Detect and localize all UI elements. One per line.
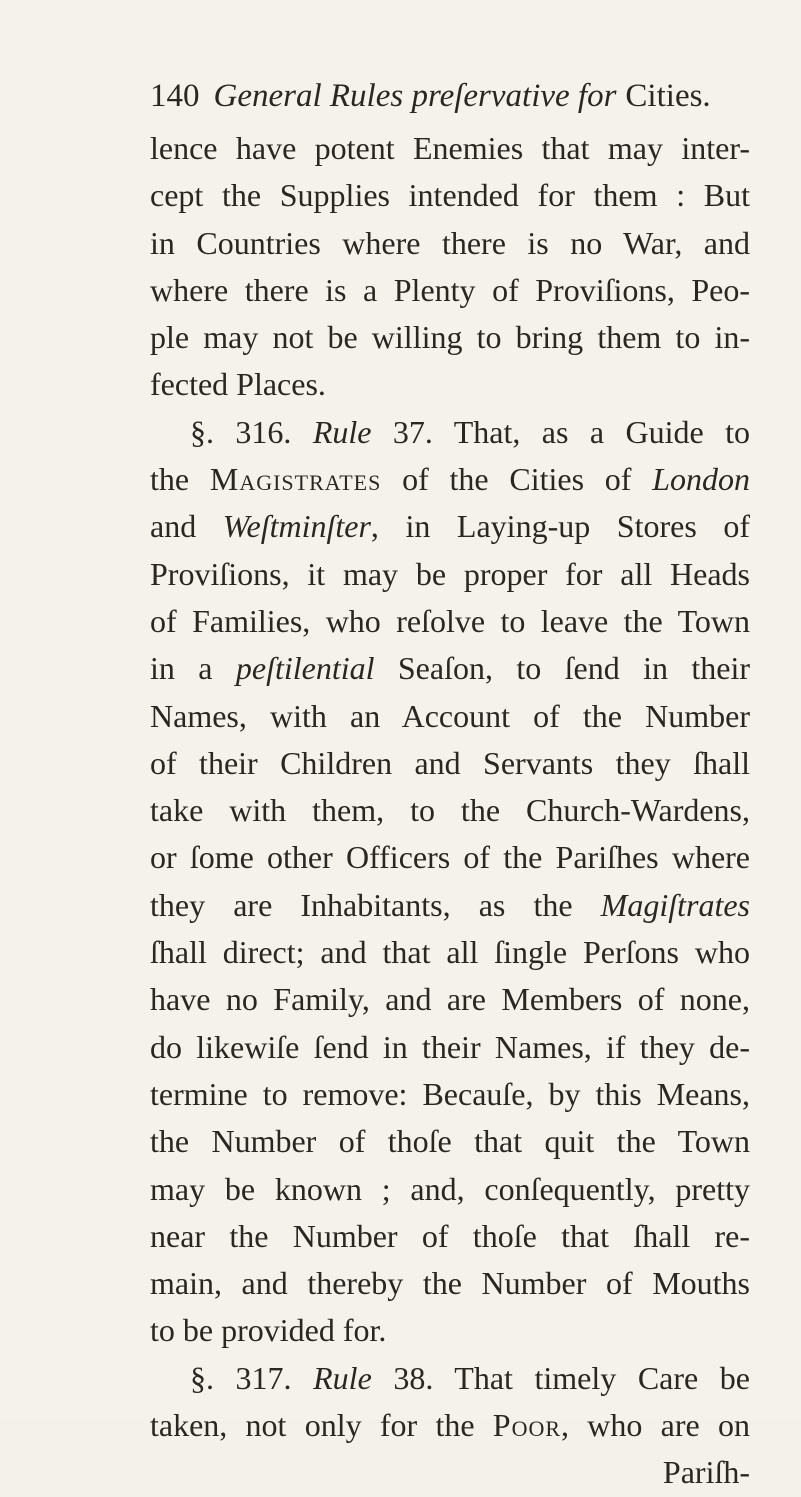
text-line [150, 456, 750, 503]
text-line: may be known ; and, conſequently, pretty [150, 1170, 750, 1207]
magistrates-smallcaps: Magistrates [209, 461, 382, 498]
text-line [150, 645, 750, 692]
text-line [150, 503, 750, 550]
pestilential-italic: peſtilential [235, 650, 375, 687]
text-line-rule-37 [150, 409, 750, 456]
text-line: near the Number of thoſe that ſhall re- [150, 1217, 750, 1254]
text-line: Proviſions, it may be proper for all Heads [150, 555, 750, 592]
text-line: where there is a Plenty of Proviſions, Peo- [150, 271, 750, 308]
text-line: main, and thereby the Number of Mouths [150, 1265, 750, 1302]
text-line: ſhall direct; and that all ſingle Perſons who [150, 934, 750, 971]
line-text: , in Laying-up Stores of [370, 508, 750, 545]
text-line: lence have potent Enemies that may inter- [150, 130, 750, 166]
line-text: 38. That timely Care be [371, 1359, 751, 1396]
text-line-rule-38 [150, 1355, 750, 1402]
page-number: 140 [150, 78, 200, 114]
line-text: the [150, 461, 210, 498]
london-italic: London [652, 461, 751, 498]
text-line [150, 1402, 750, 1449]
running-header [150, 68, 750, 124]
line-text: of the Cities of [381, 461, 653, 498]
text-line: do likewiſe ſend in their Names, if they de- [150, 1028, 750, 1065]
line-text: , who are on [561, 1407, 751, 1444]
line-text: taken, not only for the [150, 1407, 493, 1444]
text-line: ple may not be willing to bring them to in- [150, 319, 750, 356]
running-title: General Rules preſervative for [213, 78, 617, 114]
poor-smallcaps: Poor [492, 1407, 562, 1444]
text-line: take with them, to the Church-Wardens, [150, 792, 750, 829]
text-line: termine to remove: Becauſe, by this Means, [150, 1075, 750, 1112]
line-text: and [150, 508, 223, 545]
text-line: in Countries where there is no War, and [150, 224, 750, 261]
catchword: Pariſh- [662, 1454, 750, 1491]
text-line: have no Family, and are Members of none, [150, 981, 750, 1018]
line-text: Seaſon, to ſend in their [374, 650, 751, 687]
line-text: they are Inhabitants, as the [150, 886, 601, 923]
text-line [150, 882, 750, 929]
running-title-tail: Cities. [625, 78, 711, 114]
rule-word: Rule [313, 1359, 372, 1396]
magistrates-italic: Magiſtrates [600, 886, 750, 923]
text-line: cept the Supplies intended for them : But [150, 177, 750, 214]
line-text: 37. That, as a Guide to [371, 413, 751, 450]
section-mark: §. 317. [190, 1359, 314, 1396]
text-line: to be provided for. [150, 1312, 387, 1349]
body-text [150, 125, 750, 1497]
section-mark: §. 316. [190, 413, 313, 450]
text-line: or ſome other Officers of the Pariſhes where [150, 839, 750, 876]
rule-word: Rule [312, 413, 372, 450]
text-line: the Number of thoſe that quit the Town [150, 1123, 750, 1160]
westminster-italic: Weſtminſter [222, 508, 371, 545]
line-text: in a [150, 650, 236, 687]
text-line: of their Children and Servants they ſhall [150, 744, 750, 781]
text-line: of Families, who reſolve to leave the Town [150, 602, 750, 639]
text-line: Names, with an Account of the Number [150, 697, 750, 734]
text-line: fected Places. [150, 366, 326, 403]
